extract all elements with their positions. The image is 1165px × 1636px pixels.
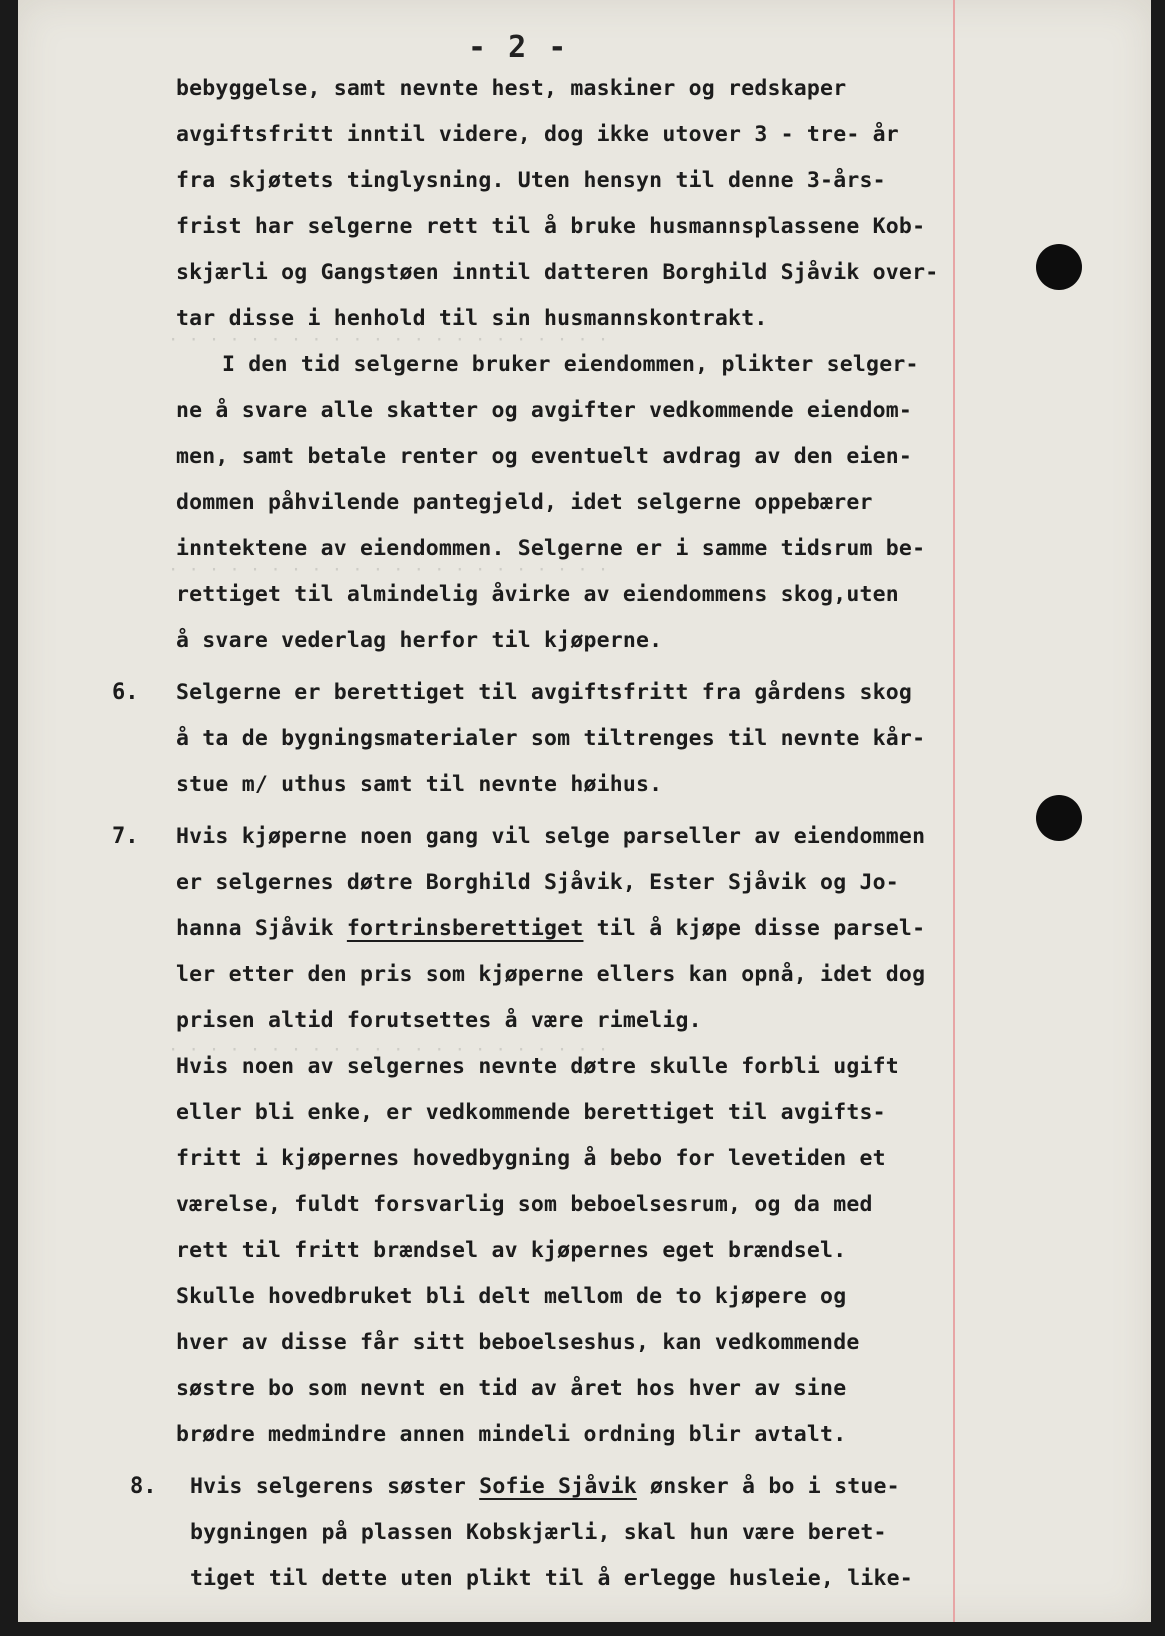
text-line: å svare vederlag herfor til kjøperne. xyxy=(176,628,663,653)
text-line: avgiftsfritt inntil videre, dog ikke utover 3 - tre- år xyxy=(176,122,899,147)
text-line: prisen altid forutsettes å være rimelig. xyxy=(176,1008,702,1033)
text-line: fritt i kjøpernes hovedbygning å bebo for levetiden et xyxy=(176,1146,886,1171)
text-line: eller bli enke, er vedkommende berettiget til avgifts- xyxy=(176,1100,886,1125)
underlined-term: fortrinsberettiget xyxy=(346,916,584,941)
document-page xyxy=(18,0,1151,1622)
text-line: tar disse i henhold til sin husmannskontrakt. xyxy=(176,306,768,331)
text-line: tiget til dette uten plikt til å erlegge husleie, like- xyxy=(190,1566,913,1591)
text-line: inntektene av eiendommen. Selgerne er i samme tidsrum be- xyxy=(176,536,926,561)
text-line: hver av disse får sitt beboelseshus, kan vedkommende xyxy=(176,1330,860,1355)
text-line: skjærli og Gangstøen inntil datteren Borghild Sjåvik over- xyxy=(176,260,939,285)
underlined-name: Sofie Sjåvik xyxy=(479,1474,637,1499)
text-segment: hanna Sjåvik xyxy=(176,916,347,941)
text-line: Selgerne er berettiget til avgiftsfritt fra gårdens skog xyxy=(176,680,913,705)
text-line: ne å svare alle skatter og avgifter vedkommende eiendom- xyxy=(176,398,913,423)
text-line: ler etter den pris som kjøperne ellers kan opnå, idet dog xyxy=(176,962,926,987)
item-number-7: 7. xyxy=(112,824,139,849)
text-line xyxy=(190,1474,900,1499)
text-line: frist har selgerne rett til å bruke husmannsplassene Kob- xyxy=(176,214,926,239)
text-segment: til å kjøpe disse parsel- xyxy=(583,916,926,941)
red-margin-line xyxy=(953,0,955,1622)
punch-hole-bottom xyxy=(1036,795,1082,841)
text-line: stue m/ uthus samt til nevnte høihus. xyxy=(176,772,663,797)
show-through-text: · · · · · · · · · · · · · · · · · · · · · · xyxy=(168,330,609,350)
text-line: brødre medmindre annen mindeli ordning blir avtalt. xyxy=(176,1422,847,1447)
text-line: men, samt betale renter og eventuelt avdrag av den eien- xyxy=(176,444,913,469)
text-line xyxy=(176,916,925,941)
text-line: I den tid selgerne bruker eiendommen, plikter selger- xyxy=(222,352,919,377)
show-through-text: · · · · · · · · · · · · · · · · · · · · · · xyxy=(168,560,609,580)
text-line: er selgernes døtre Borghild Sjåvik, Ester Sjåvik og Jo- xyxy=(176,870,899,895)
text-line: bebyggelse, samt nevnte hest, maskiner og redskaper xyxy=(176,76,847,101)
text-line: rett til fritt brændsel av kjøpernes eget brændsel. xyxy=(176,1238,847,1263)
text-line: å ta de bygningsmaterialer som tiltrenges til nevnte kår- xyxy=(176,726,926,751)
text-line: Hvis kjøperne noen gang vil selge parseller av eiendommen xyxy=(176,824,926,849)
text-line: rettiget til almindelig åvirke av eiendommens skog,uten xyxy=(176,582,899,607)
page-number: - 2 - xyxy=(468,30,569,65)
show-through-text: · · · · · · · · · · · · · · · · · · · · · · xyxy=(168,1040,609,1060)
punch-hole-top xyxy=(1036,244,1082,290)
item-number-6: 6. xyxy=(112,680,139,705)
item-number-8: 8. xyxy=(130,1474,157,1499)
text-line: bygningen på plassen Kobskjærli, skal hun være beret- xyxy=(190,1520,887,1545)
text-line: Skulle hovedbruket bli delt mellom de to kjøpere og xyxy=(176,1284,847,1309)
text-segment: Hvis selgerens søster xyxy=(190,1474,480,1499)
text-line: fra skjøtets tinglysning. Uten hensyn til denne 3-års- xyxy=(176,168,886,193)
text-line: søstre bo som nevnt en tid av året hos hver av sine xyxy=(176,1376,847,1401)
text-line: Hvis noen av selgernes nevnte døtre skulle forbli ugift xyxy=(176,1054,899,1079)
text-line: dommen påhvilende pantegjeld, idet selgerne oppebærer xyxy=(176,490,873,515)
text-segment: ønsker å bo i stue- xyxy=(636,1474,900,1499)
text-line: værelse, fuldt forsvarlig som beboelsesrum, og da med xyxy=(176,1192,873,1217)
